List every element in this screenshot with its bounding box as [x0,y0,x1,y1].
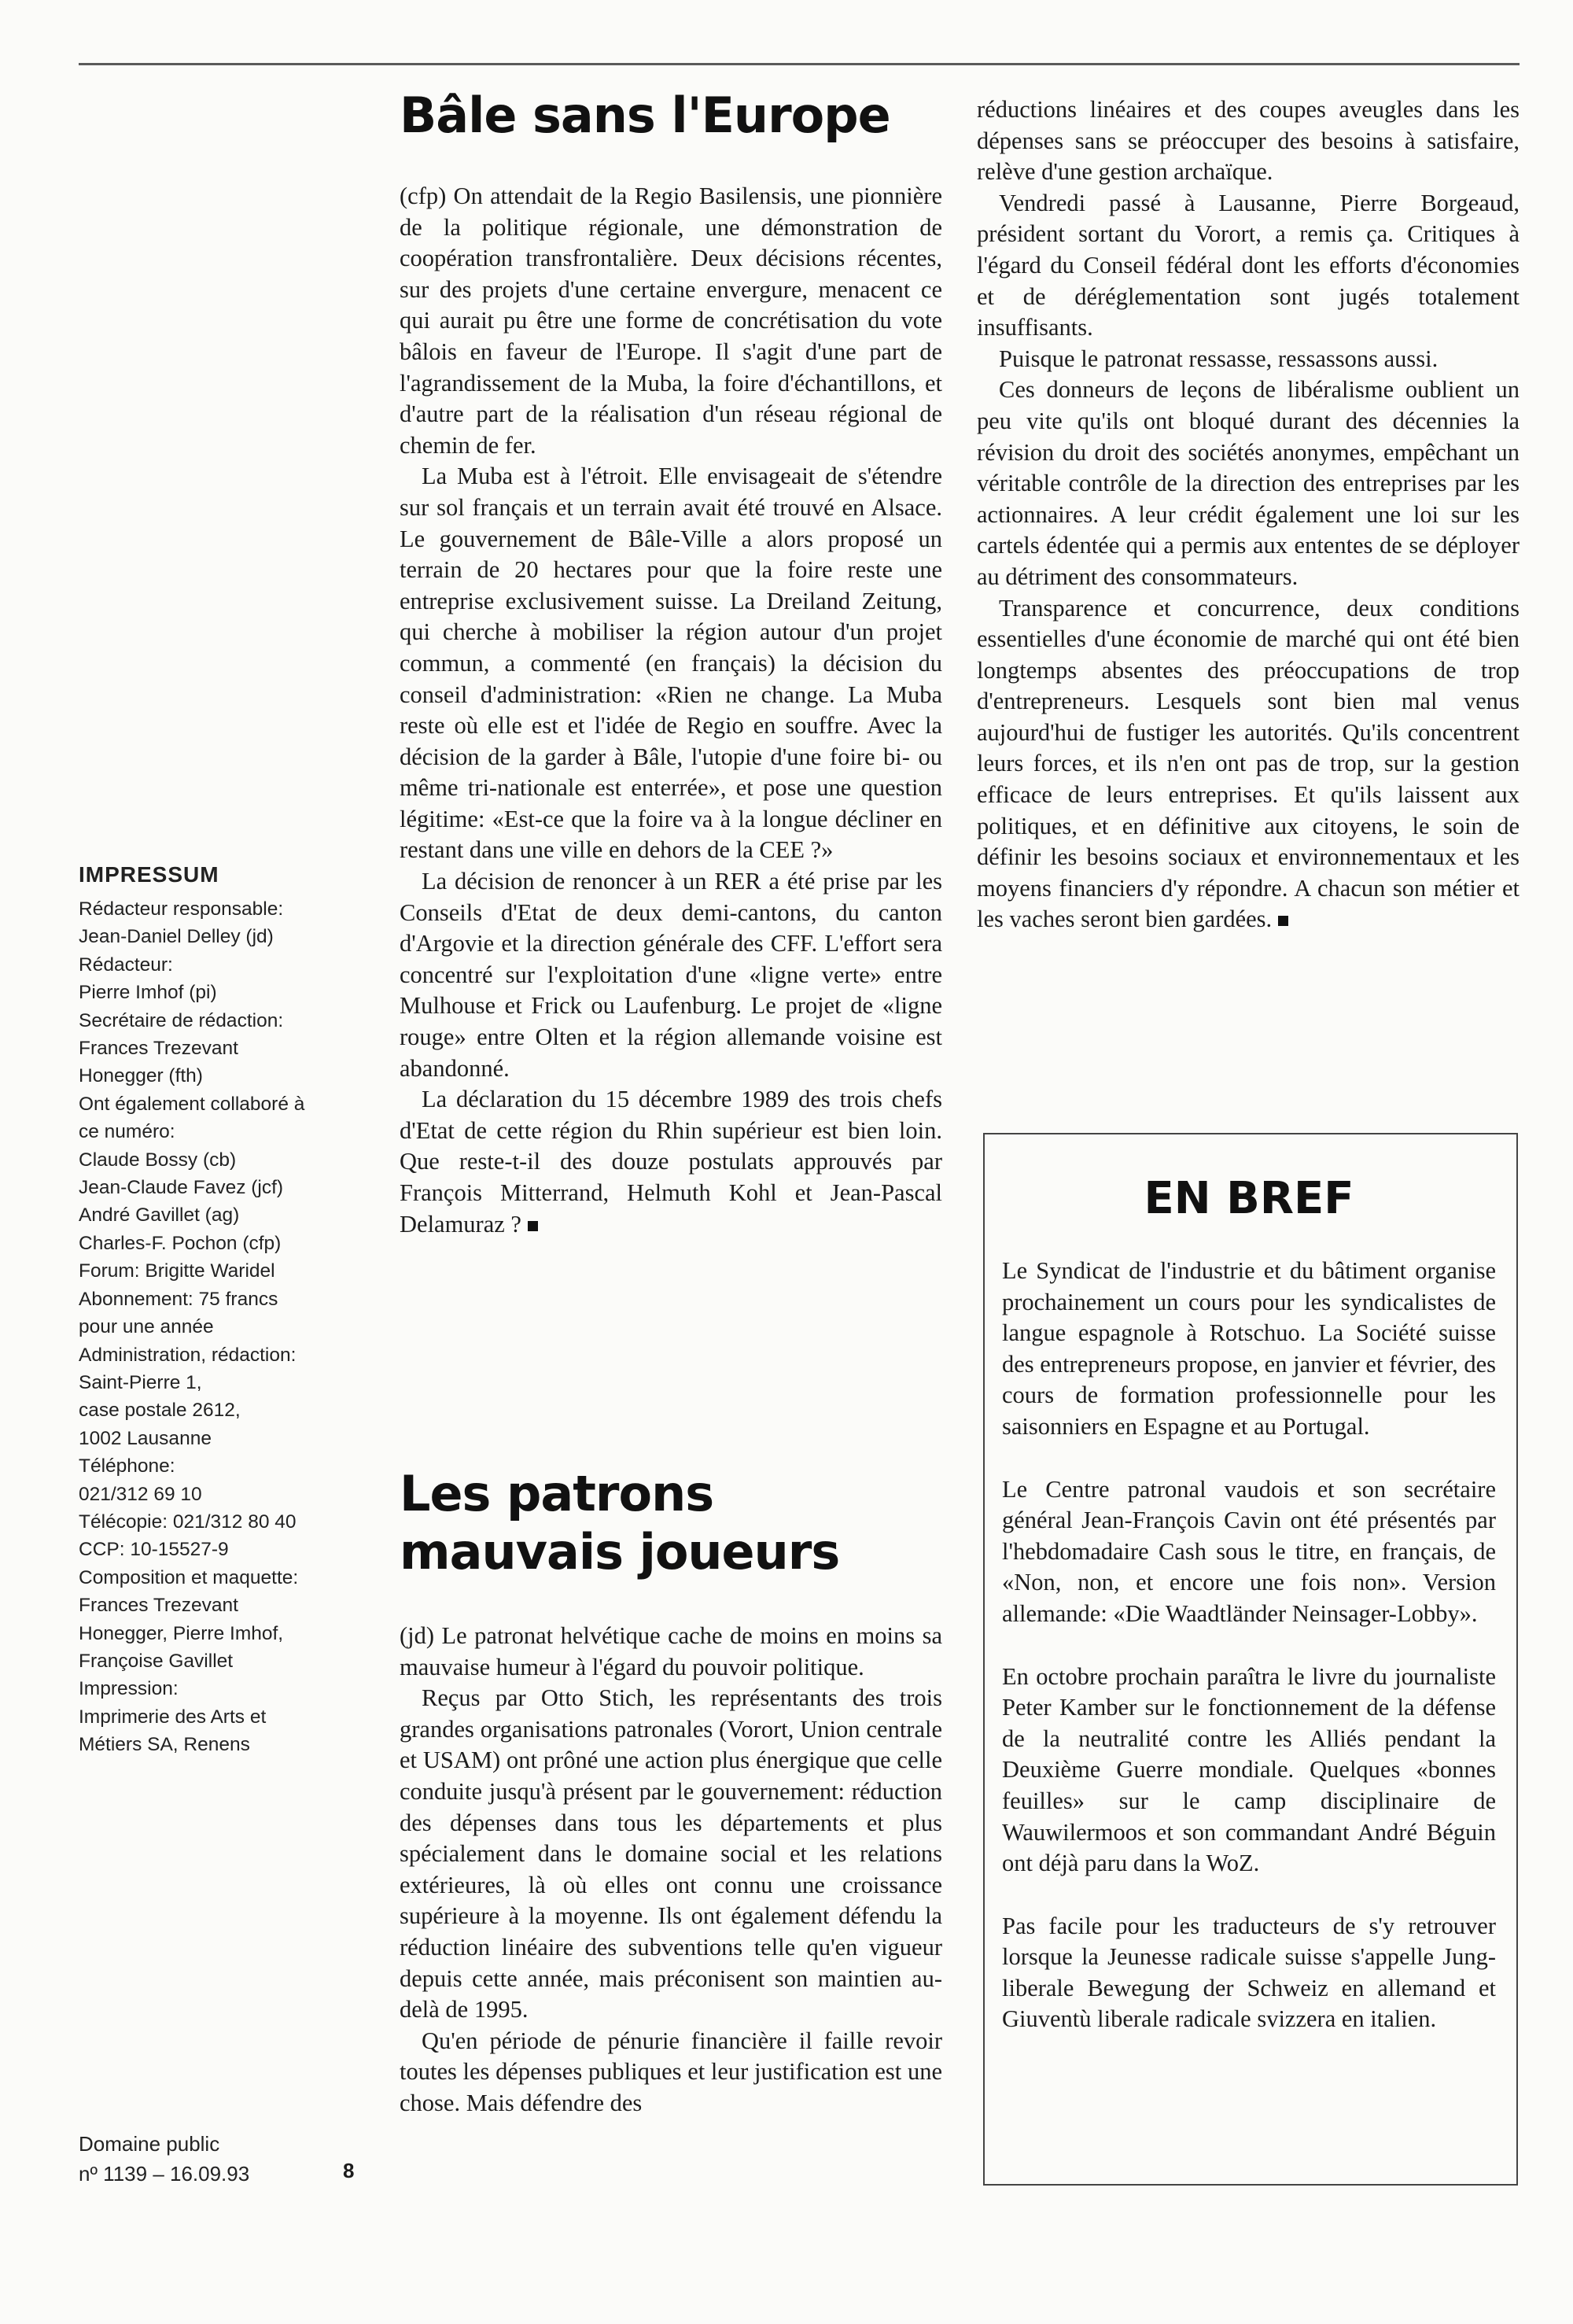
impressum-line: Rédacteur responsable: [79,898,284,920]
impressum-line: Jean-Claude Favez (jcf) [79,1177,284,1199]
impressum-line: Françoise Gavillet [79,1650,234,1672]
top-rule [79,63,1520,65]
impressum-line: Métiers SA, Renens [79,1734,250,1756]
article-patrons-body-continued [977,94,1520,935]
article-paragraph: Reçus par Otto Stich, les représentants des trois grandes organisations patronales (Vorort, Union centrale et USAM) ont prôné une action plus énergique que celle conduite jusqu'à présent par le gouvernement: réduction des dépenses dans tous les départements et plus spécialement dans le domaine social et les relations extérieures, là où elles ont connu une croissance supérieure à la moyenne. Ils ont également défendu la réduction linéaire des subventions telle qu'en vigueur depuis cette année, mais préconisent son maintien au-delà de 1995. [400,1684,942,2023]
page-number: 8 [343,2159,355,2182]
publication-footer [79,2129,378,2189]
en-bref-box [983,1133,1518,2186]
impressum-line: Frances Trezevant [79,1038,238,1060]
article-paragraph: Qu'en période de pénurie financière il faille revoir toutes les dépenses publiques et leur justification est une chose. Mais défendre des [400,2027,942,2116]
impressum-line: Frances Trezevant [79,1595,238,1617]
en-bref-item: En octobre prochain paraîtra le livre du journaliste Peter Kamber sur le fonctionnement de la défense de la neutralité contre les Alliés pendant la Deuxième Guerre mondiale. Quelques «bonnes feuilles» sur le camp disciplinaire de Wauwilermoos et son commandant André Béguin ont déjà paru dans la WoZ. [1002,1662,1496,1877]
article-bale-title: Bâle sans l'Europe [400,87,890,144]
impressum-line: Téléphone: [79,1455,175,1477]
article-bale-body [400,181,942,1240]
title-line-1: Les patrons [400,1465,714,1522]
impressum-line: pour une année [79,1316,214,1338]
impressum-line: Abonnement: 75 francs [79,1288,278,1310]
publication-name: Domaine public [79,2132,220,2156]
article-paragraph: La Muba est à l'étroit. Elle envisageait de s'étendre sur sol français et un terrain avait été trouvé en Alsace. Le gouvernement de Bâle-Ville a alors proposé un terrain de 20 hectares pour que la foire reste une entreprise exclusivement suisse. La Dreiland Zeitung, qui cherche à mobiliser la région autour d'un projet commun, a commenté (en français) la décision du conseil d'administration: «Rien ne change. La Muba reste où elle est et l'idée de Regio en souffre. Avec la décision de la garder à Bâle, l'utopie d'une foire bi- ou même tri-nationale est enterrée», et pose une question légitime: «Est-ce que la foire va à la longue décliner en restant dans une ville en dehors de la CEE ?» [400,463,942,864]
impressum-line: CCP: 10-15527-9 [79,1539,229,1561]
article-patrons-body [400,1621,942,2119]
end-mark-icon [1278,916,1288,926]
article-paragraph: Ces donneurs de leçons de libéralisme oublient un peu vite qu'ils ont bloqué durant des décennies la révision du droit des sociétés anonymes, empêchant un véritable contrôle de la direction des entreprises par les actionnaires. A leur crédit également une loi sur les cartels édentée qui a permis aux ententes de se déployer au détriment des consommateurs. [977,376,1520,590]
article-bale [400,87,942,1240]
article-paragraph: (jd) Le patronat helvétique cache de moins en moins sa mauvaise humeur à l'égard du pouvoir politique. [400,1622,942,1680]
en-bref-item: Le Centre patronal vaudois et son secrétaire général Jean-François Cavin ont été présentés par l'hebdomadaire Cash sous le titre, en français, de «Non, non, et encore une fois non». Version allemande: «Die Waadtländer Neinsager-Lobby». [1002,1475,1496,1627]
impressum-line: Ont également collaboré à [79,1093,305,1115]
impressum-line: Composition et maquette: [79,1566,299,1588]
article-paragraph: Vendredi passé à Lausanne, Pierre Borgeaud, président sortant du Vorort, a remis ça. Critiques à l'égard du Conseil fédéral dont les efforts d'économies et de déréglementation sont jugés totalement insuffisants. [977,189,1520,341]
impressum-line: Administration, rédaction: [79,1344,297,1366]
article-paragraph: réductions linéaires et des coupes aveugles dans les dépenses sans se préoccuper des besoins à satisfaire, relève d'une gestion archaïque. [977,96,1520,186]
impressum-line: case postale 2612, [79,1400,241,1422]
impressum-line: 1002 Lausanne [79,1427,212,1449]
title-line-2: mauvais joueurs [400,1523,840,1581]
impressum-line: Pierre Imhof (pi) [79,982,217,1004]
impressum-line: 021/312 69 10 [79,1483,202,1505]
impressum-line: Rédacteur: [79,954,173,976]
article-patrons-title [400,1465,942,1581]
impressum-line: Secrétaire de rédaction: [79,1009,284,1031]
en-bref-item: Pas facile pour les traducteurs de s'y retrouver lorsque la Jeunesse radicale suisse s'appelle Jung-liberale Bewegung der Schweiz en allemand et Giuventù liberale radicale svizzera en italien. [1002,1912,1496,2033]
impressum-line: Honegger, Pierre Imhof, [79,1622,284,1644]
article-patrons-continued [977,94,1520,935]
impressum-line: Saint-Pierre 1, [79,1371,202,1393]
impressum-line: Claude Bossy (cb) [79,1149,237,1171]
impressum-line: Imprimerie des Arts et [79,1706,267,1728]
impressum-line: ce numéro: [79,1121,175,1143]
impressum-lines [79,895,378,1759]
article-paragraph [400,1084,942,1240]
impressum-line: Télécopie: 021/312 80 40 [79,1511,297,1533]
impressum-line: Charles-F. Pochon (cfp) [79,1232,282,1254]
article-paragraph [977,593,1520,936]
impressum-line: Jean-Daniel Delley (jd) [79,926,274,948]
impressum-title: IMPRESSUM [79,862,219,887]
article-paragraph: (cfp) On attendait de la Regio Basilensis, une pionnière de la politique régionale, une démonstration de coopération transfrontalière. Deux décisions récentes, sur des projets d'une certaine envergure, menacent ce qui aurait pu être une forme de concrétisation du vote bâlois en faveur de l'Europe. Il s'agit d'une part de l'agrandissement de la Muba, la foire d'échantillons, et d'autre part de la réalisation d'un réseau régional de chemin de fer. [400,183,942,459]
impressum-line: Honegger (fth) [79,1065,203,1087]
impressum-line: André Gavillet (ag) [79,1204,240,1227]
article-paragraph: La décision de renoncer à un RER a été prise par les Conseils d'Etat de deux demi-cantons, du canton d'Argovie et la direction générale des CFF. L'effort sera concentré sur l'exploitation d'une «ligne verte» entre Mulhouse et Frick ou Laufenburg. Le projet de «ligne rouge» entre Olten et la région allemande voisine est abandonné. [400,868,942,1082]
impressum [79,859,378,1759]
end-mark-icon [528,1221,538,1231]
impressum-line: Forum: Brigitte Waridel [79,1260,275,1282]
en-bref-item: Le Syndicat de l'industrie et du bâtiment organise prochainement un cours pour les syndicalistes de langue espagnole à Rotschuo. La Société suisse des entrepreneurs propose, en janvier et février, des cours de formation professionnelle pour les saisonniers en Espagne et au Portugal. [1002,1257,1496,1440]
article-paragraph-text: Transparence et concurrence, deux conditions essentielles d'une économie de marché qui ont été bien longtemps absentes des préoccupations de trop d'entrepreneurs. Lesquels sont bien mal venus aujourd'hui de fustiger les autorités. Qu'ils concentrent leurs forces, et ils n'en ont pas de trop, sur la gestion efficace de leurs entreprises. Et qu'ils laissent aux politiques, et en définitive aux citoyens, le soin de définir les besoins sociaux et environnementaux et les moyens financiers d'y répondre. A chacun son métier et les vaches seront bien gardées. [977,594,1520,933]
issue-info: nº 1139 – 16.09.93 [79,2162,250,2186]
en-bref-items [1002,1256,1496,2035]
article-paragraph-text: La déclaration du 15 décembre 1989 des trois chefs d'Etat de cette région du Rhin supérieur est bien loin. Que reste-t-il des douze postulats approuvés par François Mitterrand, Helmuth Kohl et Jean-Pascal Delamuraz ? [400,1086,942,1238]
article-paragraph: Puisque le patronat ressasse, ressassons aussi. [999,345,1439,372]
article-patrons [400,1465,942,2119]
en-bref-title: EN BREF [1144,1173,1354,1224]
impressum-line: Impression: [79,1678,179,1700]
